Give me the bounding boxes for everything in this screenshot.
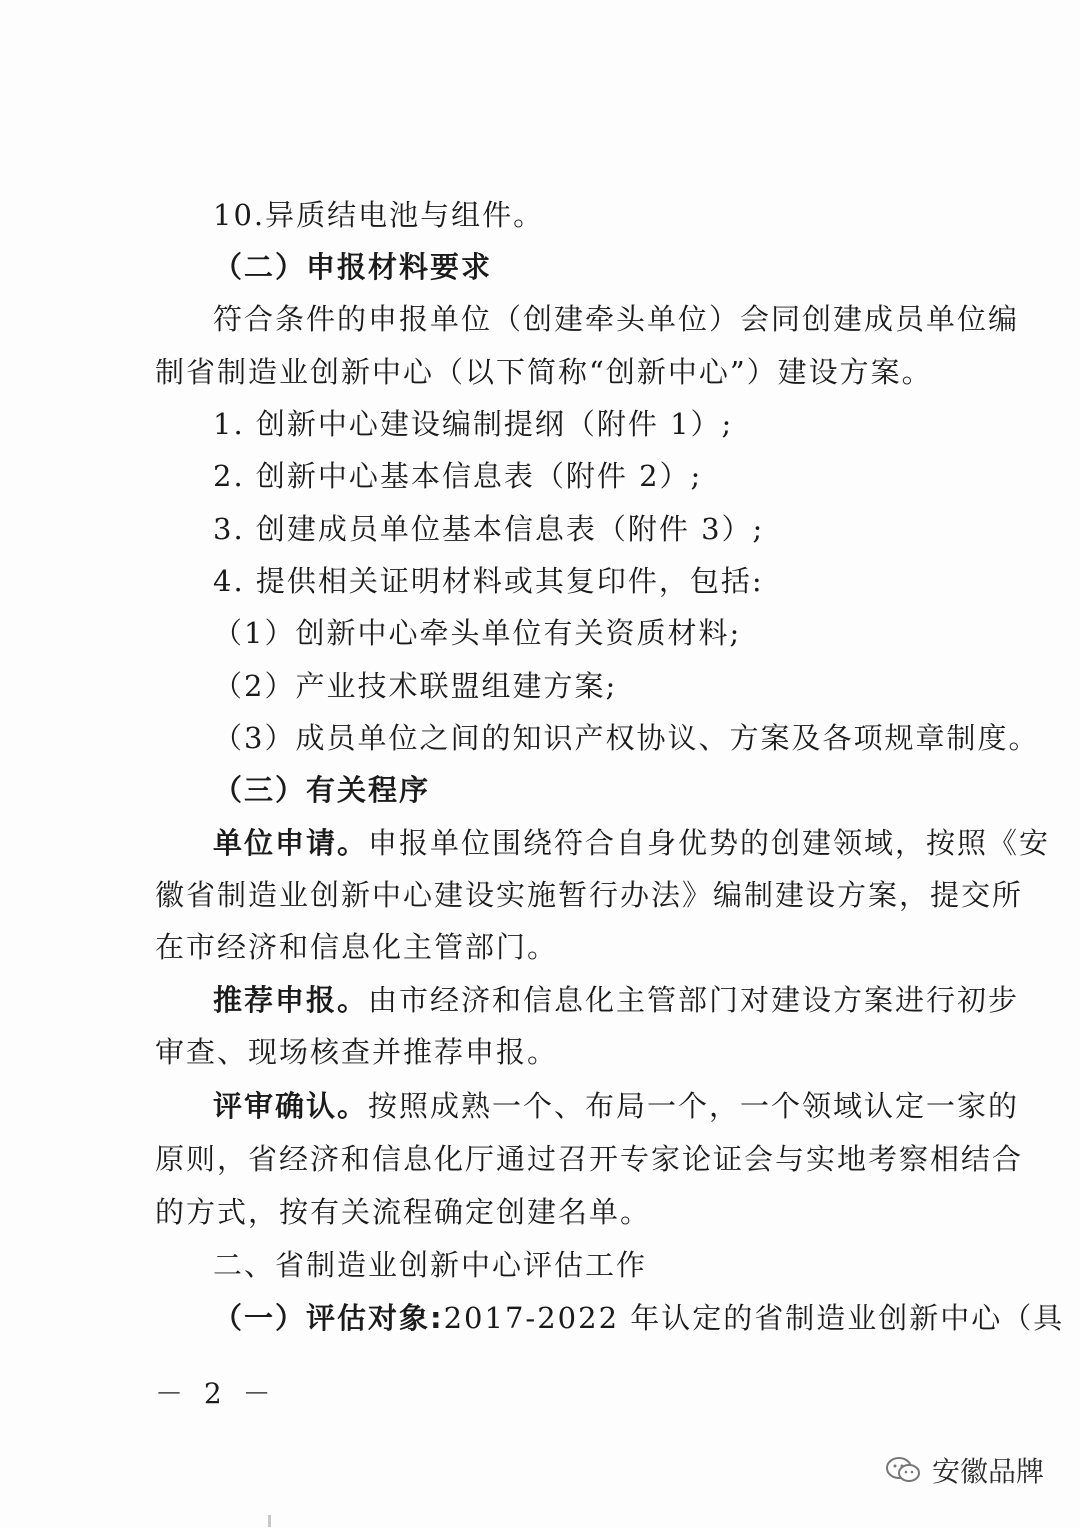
paragraph-text: 申报单位围绕符合自身优势的创建领域，按照《安 — [368, 826, 1051, 860]
paragraph-line — [213, 1080, 1020, 1132]
paragraph-line: 在市经济和信息化主管部门。 — [155, 930, 559, 964]
paragraph-text: 由市经济和信息化主管部门对建设方案进行初步 — [368, 983, 1020, 1017]
inline-label: 评审确认。 — [213, 1089, 369, 1123]
list-item: （3）成员单位之间的知识产权协议、方案及各项规章制度。 — [213, 721, 1040, 755]
list-item: 2. 创新中心基本信息表（附件 2）; — [213, 459, 703, 493]
paragraph-line: 符合条件的申报单位（创建牵头单位）会同创建成员单位编 — [213, 302, 1020, 336]
inline-label: 单位申请。 — [213, 826, 369, 860]
paragraph-line — [213, 817, 1051, 869]
paragraph-line — [213, 1292, 1065, 1344]
list-item: 1. 创新中心建设编制提纲（附件 1）; — [213, 407, 734, 441]
list-item: （1）创新中心牵头单位有关资质材料; — [213, 616, 742, 650]
paragraph-line — [213, 974, 1020, 1026]
watermark-text: 安徽品牌 — [931, 1455, 1044, 1488]
list-item: 10.异质结电池与组件。 — [213, 198, 545, 232]
section-heading: （二）申报材料要求 — [213, 250, 493, 284]
page-number: － 2 － — [155, 1377, 277, 1410]
paragraph-line: 徽省制造业创新中心建设实施暂行办法》编制建设方案，提交所 — [155, 878, 1024, 912]
scan-mark — [268, 1515, 271, 1527]
wechat-icon — [884, 1454, 924, 1486]
inline-label: 推荐申报。 — [213, 983, 369, 1017]
section-heading: （三）有关程序 — [213, 773, 431, 807]
paragraph-line: 的方式，按有关流程确定创建名单。 — [155, 1195, 652, 1229]
wechat-watermark — [884, 1448, 1044, 1492]
paragraph-line: 制省制造业创新中心（以下简称“创新中心”）建设方案。 — [155, 355, 933, 389]
paragraph-text: 2017-2022 年认定的省制造业创新中心（具 — [443, 1301, 1065, 1335]
list-item: 4. 提供相关证明材料或其复印件，包括: — [213, 564, 764, 598]
paragraph-line: 原则，省经济和信息化厅通过召开专家论证会与实地考察相结合 — [155, 1142, 1024, 1176]
paragraph-line: 审查、现场核查并推荐申报。 — [155, 1035, 559, 1069]
paragraph-text: 按照成熟一个、布局一个，一个领域认定一家的 — [368, 1089, 1020, 1123]
section-heading: 二、省制造业创新中心评估工作 — [213, 1248, 648, 1282]
list-item: （2）产业技术联盟组建方案; — [213, 669, 618, 703]
list-item: 3. 创建成员单位基本信息表（附件 3）; — [213, 512, 765, 546]
inline-label: （一）评估对象: — [213, 1301, 444, 1335]
